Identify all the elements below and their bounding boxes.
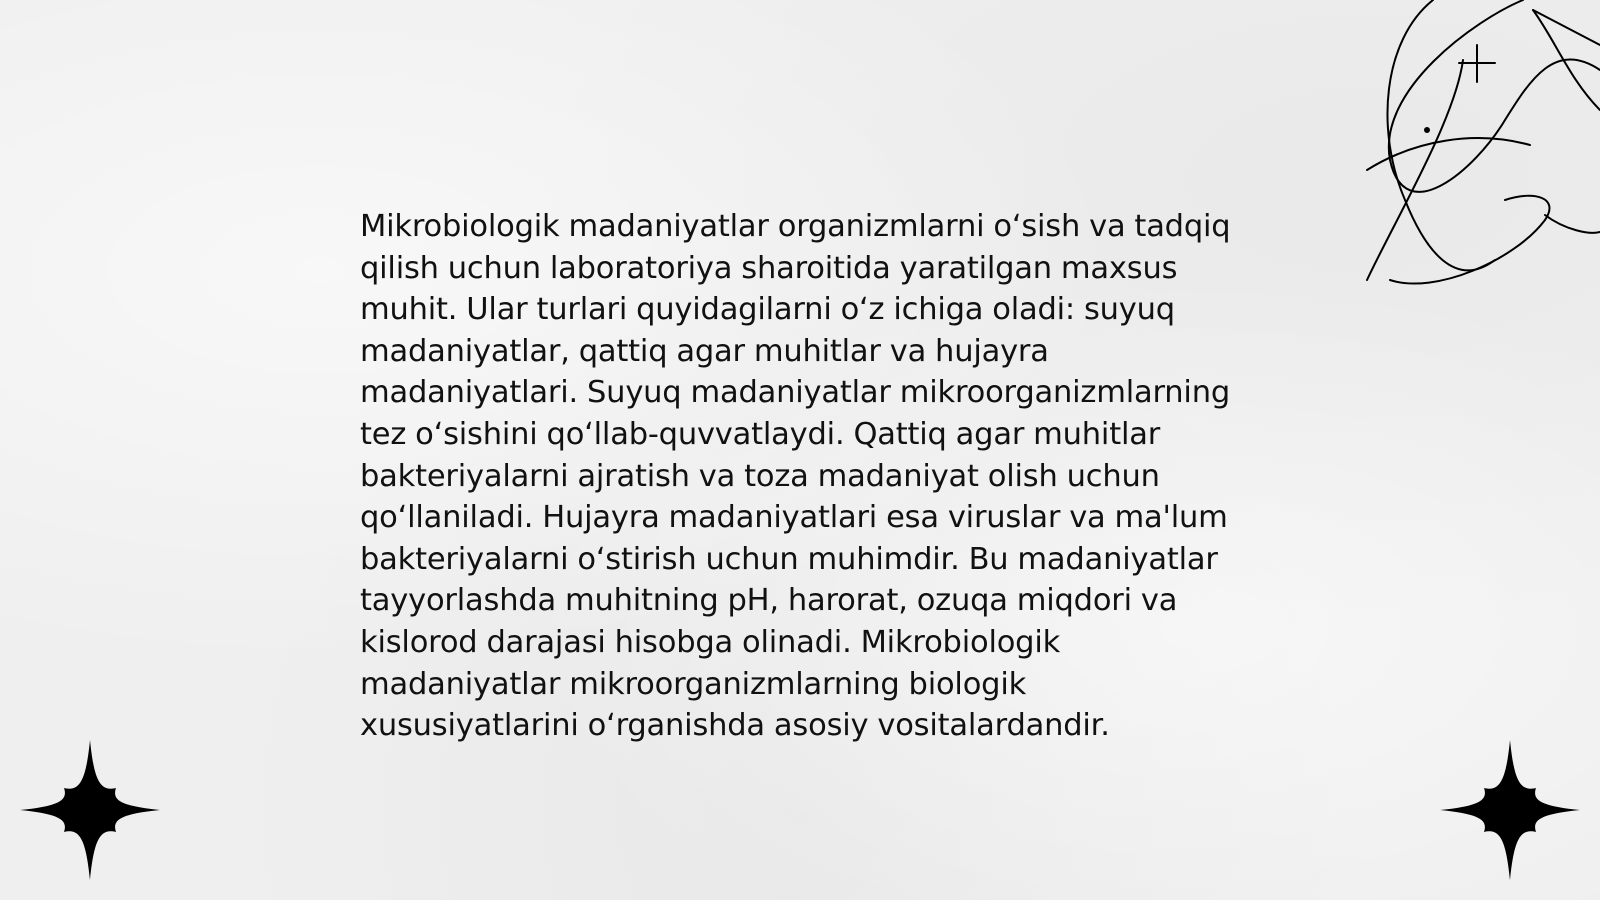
- body-paragraph: Mikrobiologik madaniyatlar organizmlarni o‘sish va tadqiq qilish uchun laboratoriya sharoitida yaratilgan maxsus muhit. Ular turlari quyidagilarni o‘z ichiga oladi: suyuq madaniyatlar, qattiq agar muhitlar va hujayra madaniyatlari. Suyuq madaniyatlar mikroorganizmlarning tez o‘sishini qo‘llab-quvvatlaydi. Qattiq agar muhitlar bakteriyalarni ajratish va toza madaniyat olish uchun qo‘llaniladi. Hujayra madaniyatlari esa viruslar va ma'lum bakteriyalarni o‘stirish uchun muhimdir. Bu madaniyatlar tayyorlashda muhitning pH, harorat, ozuqa miqdori va kislorod darajasi hisobga olinadi. Mikrobiologik madaniyatlar mikroorganizmlarning biologik xususiyatlarini o‘rganishda asosiy vositalardandir.: [360, 209, 1231, 744]
- four-point-star-icon: [1440, 740, 1580, 880]
- sparkle-icon: [1459, 45, 1495, 82]
- orbit-lines-icon: [1355, 0, 1600, 295]
- four-point-star-icon: [20, 740, 160, 880]
